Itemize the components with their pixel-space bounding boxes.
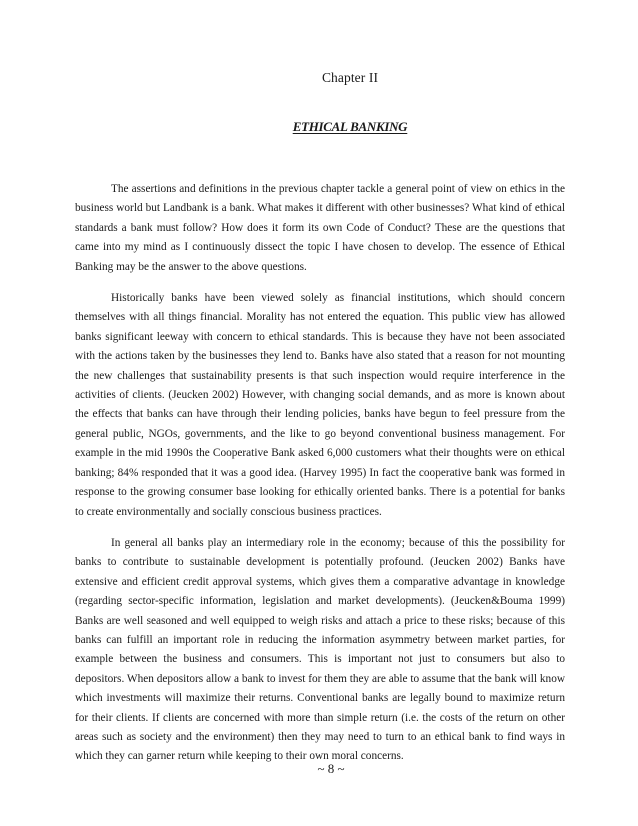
chapter-label: Chapter II [321, 70, 379, 85]
body-text [75, 180, 565, 779]
paragraph-3: In general all banks play an intermediary role in the economy; because of this the possibility for banks to contribute to sustainable development is potentially profound. (Jeucken 2002) Banks have extensive and efficient credit approval systems, which gives them a comparative advantage in knowledge (regarding sector-specific information, legislation and market developments). (Jeucken&Bouma 1999) Banks are well seasoned and well equipped to weigh risks and attach a price to these risks; because of this banks can fulfill an important role in reducing the information asymmetry between market parties, for example between the business and consumers. This is important not just to consumers but also to depositors. When depositors allow a bank to invest for them they are able to assume that the bank will know which investments will maximize their returns. Conventional banks are legally bound to maximize return for their clients. If clients are concerned with more than simple return (i.e. the costs of the return on other areas such as society and the environment) then they may need to turn to an ethical bank to find ways in which they can garner return while keeping to their own moral concerns. [75, 536, 565, 763]
paragraph-1: The assertions and definitions in the previous chapter tackle a general point of view on ethics in the business world but Landbank is a bank. What makes it different with other businesses? What kind of ethical standards a bank must follow? How does it form its own Code of Conduct? These are the questions that came into my mind as I continuously dissect the topic I have chosen to develop. The essence of Ethical Banking may be the answer to the above questions. [75, 183, 565, 273]
chapter-title: ETHICAL BANKING [292, 119, 408, 134]
page-number: ~ 8 ~ [317, 761, 345, 776]
paragraph-2: Historically banks have been viewed solely as financial institutions, which should concern themselves with all things financial. Morality has not entered the equation. This public view has allowed banks significant leeway with concern to ethical standards. This is because they have not been associated with the actions taken by the businesses they lend to. Banks have also stated that a reason for not mounting the new challenges that sustainability presents is that such inspection would require interference in the activities of clients. (Jeucken 2002) However, with changing social demands, and as more is known about the effects that banks can have through their lending policies, banks have begun to feel pressure from the general public, NGOs, governments, and the like to go beyond conventional business management. For example in the mid 1990s the Cooperative Bank asked 6,000 customers what their thoughts were on ethical banking; 84% responded that it was a good idea. (Harvey 1995) In fact the cooperative bank was formed in response to the growing consumer base looking for ethically oriented banks. There is a potential for banks to create environmentally and socially conscious business practices. [75, 292, 565, 518]
